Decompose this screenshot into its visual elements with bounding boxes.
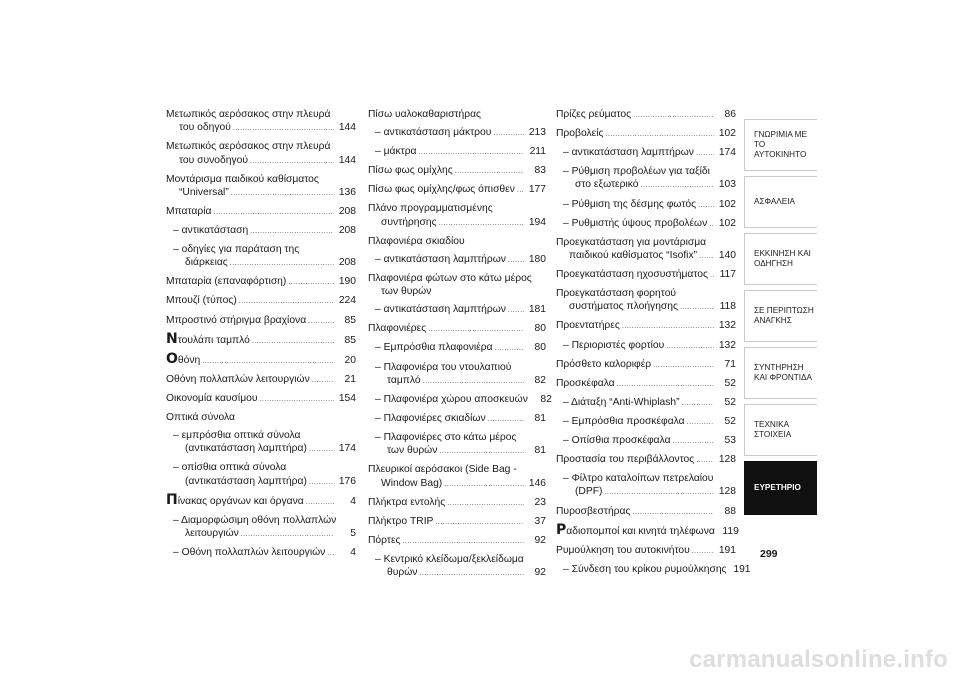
- page-ref: 174: [718, 147, 736, 159]
- index-entry-text: Μπροστινό στήριγμα βραχίονα: [166, 314, 307, 326]
- dot-leader: [231, 186, 334, 200]
- index-entry-text: Πυροσβεστήρας: [556, 505, 631, 517]
- chapter-tab-label: ΣΥΝΤΗΡΗΣΗ ΚΑΙ ΦΡΟΝΤΙΔΑ: [754, 363, 812, 382]
- dot-leader: [309, 475, 334, 489]
- dot-leader: [622, 319, 714, 333]
- index-entry: [368, 431, 546, 458]
- index-entry: [166, 275, 356, 289]
- index-entry-text: (αντικατάσταση λαμπτήρα): [185, 443, 307, 455]
- index-entry: [556, 236, 736, 263]
- index-entry: [368, 164, 546, 178]
- page-ref: 144: [338, 122, 356, 134]
- dot-leader: [699, 249, 714, 263]
- index-entry-text: Μπουζί (τύπος): [166, 295, 237, 307]
- index-entry: [166, 373, 356, 387]
- index-entry: [368, 108, 546, 121]
- page-ref: 80: [534, 342, 546, 354]
- dot-leader: [709, 217, 714, 231]
- index-entry-text: – αντικατάσταση λαμπτήρων: [375, 253, 506, 265]
- index-entry: [166, 173, 356, 200]
- dot-leader: [309, 442, 334, 456]
- dot-leader: [444, 477, 524, 491]
- page-ref: 20: [344, 354, 356, 366]
- dot-leader: [517, 183, 524, 197]
- index-entry-text: – Οθόνη πολλαπλών λειτουργιών: [173, 547, 326, 559]
- index-entry: [368, 272, 546, 298]
- dot-leader: [653, 358, 714, 372]
- index-entry: [556, 108, 736, 122]
- letter-heading: Ν: [166, 330, 178, 347]
- index-entry: [556, 339, 736, 353]
- index-entry-text: Μετωπικός αερόσακος στην πλευρά: [166, 109, 331, 120]
- index-entry-text: θυρών: [387, 567, 418, 579]
- index-entry: [166, 350, 356, 368]
- index-entry-text: Πλάνο προγραμματισμένης: [368, 203, 493, 215]
- page-ref: 81: [534, 412, 546, 424]
- index-entry: [556, 198, 736, 212]
- index-entry-text: Προεγκατάσταση ηχοσυστήματος: [556, 269, 708, 281]
- dot-leader: [419, 566, 524, 580]
- dot-leader: [241, 527, 334, 541]
- index-entry-text: – Οπίσθια προσκέφαλα: [563, 435, 671, 447]
- index-entry-text: – Κεντρικό κλείδωμα/ξεκλείδωμα: [375, 553, 524, 565]
- index-entry: [368, 393, 552, 407]
- page-ref: 140: [718, 249, 736, 261]
- index-entry: [368, 235, 546, 248]
- page-ref: 190: [338, 276, 356, 288]
- dot-leader: [455, 164, 524, 178]
- page-ref: 144: [338, 154, 356, 166]
- chapter-tab-label: ΣΕ ΠΕΡΙΠΤΩΣΗ ΑΝΑΓΚΗΣ: [754, 306, 814, 325]
- chapter-tabs: [744, 119, 817, 520]
- index-entry: [166, 429, 356, 456]
- dot-leader: [439, 216, 524, 230]
- page-ref: 146: [528, 477, 546, 489]
- index-entry: [556, 377, 736, 391]
- index-entry-text: Πλήκτρα εντολής: [368, 496, 446, 508]
- index-entry: [556, 396, 736, 410]
- index-entry-text: – Πλαφονιέρα χώρου αποσκευών: [375, 393, 528, 405]
- index-entry: [368, 253, 546, 267]
- page-ref: 191: [733, 563, 751, 575]
- index-entry-text: – Διάταξη “Anti-Whiplash”: [563, 396, 680, 408]
- index-entry-text: (DPF): [575, 486, 603, 498]
- index-entry: [368, 496, 546, 510]
- chapter-tab[interactable]: [744, 347, 817, 399]
- index-entry-text: – Περιοριστές φορτίου: [563, 339, 665, 351]
- page-ref: 92: [534, 567, 546, 579]
- index-entry: [556, 544, 736, 558]
- page-ref: 191: [718, 544, 736, 556]
- letter-heading: Ο: [166, 350, 178, 367]
- index-entry-text: – Πλαφονιέρες στο κάτω μέρος: [375, 432, 517, 444]
- dot-leader: [403, 534, 525, 548]
- page-ref: 208: [338, 205, 356, 217]
- index-entry: [166, 514, 356, 541]
- index-entry-text: Πίσω φως ομίχλης: [368, 165, 453, 177]
- page-ref: 52: [724, 396, 736, 408]
- index-entry: [556, 453, 736, 467]
- chapter-tab-label: ΕΥΡΕΤΗΡΙΟ: [754, 483, 801, 492]
- index-entry-text: του οδηγού: [179, 122, 231, 134]
- dot-leader: [666, 339, 714, 353]
- index-entry: [556, 165, 736, 192]
- chapter-tab-label: ΓΝΩΡΙΜΙΑ ΜΕ ΤΟ ΑΥΤΟΚΙΝΗΤΟ: [754, 130, 807, 159]
- page-ref: 128: [718, 486, 736, 498]
- dot-leader: [633, 108, 714, 122]
- index-entry: [166, 140, 356, 167]
- index-entry-text: των θυρών: [387, 445, 438, 457]
- index-entry-text: Ρυμούλκηση του αυτοκινήτου: [556, 544, 690, 556]
- index-entry-text: (αντικατάσταση λαμπτήρα): [185, 475, 307, 487]
- page-ref: 118: [719, 301, 736, 313]
- index-entry-text: του συνοδηγού: [179, 154, 248, 166]
- chapter-tab[interactable]: [744, 119, 817, 171]
- dot-leader: [423, 374, 524, 388]
- index-entry-text: Πλαφονιέρα φώτων στο κάτω μέρος: [368, 272, 532, 284]
- page-ref: 177: [528, 184, 546, 196]
- letter-heading: Ρ: [556, 521, 567, 538]
- dot-leader: [202, 354, 334, 368]
- dot-leader: [687, 415, 714, 429]
- index-entry-text: Προσκέφαλα: [556, 377, 615, 389]
- chapter-tab[interactable]: [744, 404, 817, 456]
- index-entry-text: Μοντάρισμα παιδικού καθίσματος: [166, 173, 319, 185]
- index-entry: [556, 415, 736, 429]
- page-ref: 136: [338, 186, 356, 198]
- index-column-3: [556, 108, 751, 582]
- index-entry: [368, 202, 546, 229]
- index-entry-text: – Ρύθμιση της δέσμης φωτός: [563, 198, 697, 210]
- page-ref: 132: [718, 339, 736, 351]
- index-entry: [556, 358, 736, 372]
- dot-leader: [682, 396, 714, 410]
- page-ref: 213: [528, 127, 546, 139]
- page-ref: 102: [718, 217, 736, 229]
- chapter-tab[interactable]: [744, 290, 817, 342]
- index-entry: [368, 515, 546, 529]
- index-entry-text: Οικονομία καυσίμου: [166, 392, 258, 404]
- page-ref: 208: [338, 224, 356, 236]
- page-ref: 80: [534, 323, 546, 335]
- dot-leader: [435, 515, 524, 529]
- index-entry: [368, 463, 546, 490]
- index-entry-text: – μάκτρα: [375, 146, 417, 158]
- index-entry-text: συστήματος πλοήγησης: [569, 301, 678, 313]
- index-entry-text: συντήρησης: [381, 216, 437, 228]
- index-entry: [166, 491, 356, 509]
- chapter-tab[interactable]: [744, 461, 817, 515]
- index-entry-text: Προβολείς: [556, 128, 604, 140]
- dot-leader: [632, 505, 714, 519]
- chapter-tab-label: ΑΣΦΑΛΕΙΑ: [754, 197, 795, 206]
- dot-leader: [692, 544, 714, 558]
- dot-leader: [312, 373, 334, 387]
- index-entry-text: Οθόνη: [166, 350, 201, 367]
- page-number: 299: [760, 548, 778, 560]
- page-ref: 181: [528, 304, 546, 316]
- index-entry: [166, 294, 356, 308]
- index-entry-text: – οπίσθια οπτικά σύνολα: [173, 462, 287, 474]
- index-entry: [166, 392, 356, 406]
- index-entry-text: – Εμπρόσθια προσκέφαλα: [563, 415, 685, 427]
- dot-leader: [213, 205, 334, 219]
- index-entry-text: Πίσω υαλοκαθαριστήρας: [368, 109, 482, 120]
- index-entry-text: διάρκειας: [185, 257, 228, 269]
- index-entry: [368, 534, 546, 548]
- index-entry-text: – Φίλτρο καταλοίπων πετρελαίου: [563, 473, 714, 485]
- dot-leader: [696, 453, 714, 467]
- index-entry-text: Πλευρικοί αερόσακοι (Side Bag -: [368, 464, 517, 476]
- index-entry-text: – αντικατάσταση λαμπτήρων: [563, 147, 694, 159]
- page-ref: 174: [338, 443, 356, 455]
- dot-leader: [696, 146, 714, 160]
- dot-leader: [617, 377, 714, 391]
- index-entry: [166, 108, 356, 135]
- page-ref: 4: [350, 547, 356, 559]
- index-entry: [556, 563, 751, 577]
- dot-leader: [447, 496, 524, 510]
- index-entry: [556, 268, 736, 282]
- index-entry-text: – αντικατάσταση λαμπτήρων: [375, 304, 506, 316]
- page-ref: 52: [724, 377, 736, 389]
- dot-leader: [605, 127, 714, 141]
- dot-leader: [488, 412, 524, 426]
- index-entry-text: – Ρυθμιστής ύψους προβολέων: [563, 217, 708, 229]
- index-entry-text: Πλαφονιέρες: [368, 323, 427, 335]
- index-entry: [368, 145, 546, 159]
- dot-leader: [252, 334, 334, 348]
- index-entry-text: Window Bag): [381, 477, 443, 489]
- page-ref: 52: [724, 415, 736, 427]
- dot-leader: [239, 294, 334, 308]
- dot-leader: [327, 546, 334, 560]
- dot-leader: [308, 314, 334, 328]
- page-ref: 180: [528, 253, 546, 265]
- index-entry: [556, 472, 736, 499]
- page-ref: 37: [534, 515, 546, 527]
- letter-heading: Π: [166, 491, 178, 508]
- dot-leader: [641, 178, 714, 192]
- page-ref: 23: [534, 496, 546, 508]
- page-ref: 71: [724, 358, 736, 370]
- index-entry-text: Προεγκατάσταση φορητού: [556, 288, 677, 300]
- index-entry: [166, 224, 356, 238]
- index-entry: [556, 434, 736, 448]
- page-ref: 88: [724, 505, 736, 517]
- index-entry-text: – Διαμορφώσιμη οθόνη πολλαπλών: [173, 514, 337, 526]
- index-entry-text: “Universal”: [179, 186, 229, 198]
- page-ref: 103: [718, 179, 736, 191]
- page-ref: 154: [338, 392, 356, 404]
- index-entry-text: Μπαταρία: [166, 205, 212, 217]
- index-entry: [556, 287, 736, 314]
- chapter-tab[interactable]: [744, 176, 817, 228]
- page-ref: 92: [534, 534, 546, 546]
- chapter-tab[interactable]: [744, 233, 817, 285]
- index-entry-text: στο εξωτερικό: [575, 179, 639, 191]
- index-entry-text: Μπαταρία (επαναφόρτιση): [166, 276, 287, 288]
- dot-leader: [495, 341, 524, 355]
- index-entry: [368, 183, 546, 197]
- index-entry-text: Πίσω φως ομίχλης/φως όπισθεν: [368, 184, 515, 196]
- page-ref: 224: [338, 295, 356, 307]
- index-entry: [368, 303, 546, 317]
- index-entry-text: Πρίζες ρεύματος: [556, 109, 632, 120]
- index-entry-text: Οπτικά σύνολα: [166, 412, 235, 424]
- page-ref: 82: [534, 374, 546, 386]
- dot-leader: [439, 444, 524, 458]
- index-entry-text: Πίνακας οργάνων και όργανα: [166, 491, 304, 508]
- page-ref: 128: [718, 454, 736, 466]
- index-entry: [556, 505, 736, 519]
- dot-leader: [419, 145, 525, 159]
- index-entry-text: – Πλαφονιέρες σκιαδίων: [375, 412, 486, 424]
- index-entry: [556, 521, 739, 539]
- dot-leader: [250, 224, 334, 238]
- index-entry-text: Ραδιοπομποί και κινητά τηλέφωνα: [556, 521, 715, 538]
- page-ref: 117: [719, 269, 736, 281]
- index-entry-text: – Εμπρόσθια πλαφονιέρα: [375, 342, 493, 354]
- page-ref: 102: [718, 198, 736, 210]
- page-ref: 85: [344, 314, 356, 326]
- index-entry-text: Προεντατήρες: [556, 320, 620, 332]
- page-ref: 82: [540, 393, 552, 405]
- index-entry-text: – Ρύθμιση προβολέων για ταξίδι: [563, 166, 710, 178]
- dot-leader: [508, 303, 524, 317]
- index-entry: [166, 411, 356, 424]
- dot-leader: [493, 126, 524, 140]
- index-entry: [166, 205, 356, 219]
- dot-leader: [288, 275, 334, 289]
- index-entry: [368, 412, 546, 426]
- page-ref: 119: [722, 525, 739, 537]
- dot-leader: [230, 256, 334, 270]
- page-ref: 86: [724, 109, 736, 120]
- dot-leader: [508, 253, 524, 267]
- index-entry: [556, 217, 736, 231]
- page-ref: 21: [344, 373, 356, 385]
- dot-leader: [233, 121, 334, 135]
- page-ref: 85: [344, 334, 356, 346]
- index-column-1: [166, 108, 356, 565]
- index-entry: [166, 314, 356, 328]
- index-entry-text: Προεγκατάσταση για μοντάρισμα: [556, 236, 707, 248]
- chapter-tab-label: ΤΕΧΝΙΚΑ ΣΤΟΙΧΕΙΑ: [754, 420, 792, 439]
- dot-leader: [698, 198, 714, 212]
- index-entry-text: – αντικατάσταση: [173, 224, 249, 236]
- index-entry-text: Ντουλάπι ταμπλό: [166, 330, 250, 347]
- index-entry: [368, 341, 546, 355]
- index-entry: [166, 243, 356, 270]
- index-entry-text: Οθόνη πολλαπλών λειτουργιών: [166, 373, 310, 385]
- index-entry-text: Πρόσθετο καλοριφέρ: [556, 358, 652, 370]
- index-entry-text: Πλήκτρο TRIP: [368, 515, 434, 527]
- page-ref: 81: [534, 445, 546, 457]
- dot-leader: [680, 300, 714, 314]
- dot-leader: [710, 268, 714, 282]
- page-ref: 4: [350, 495, 356, 507]
- index-entry-text: Πόρτες: [368, 534, 401, 546]
- index-entry-text: – Σύνδεση του κρίκου ρυμούλκησης: [563, 563, 727, 575]
- page-ref: 132: [718, 320, 736, 332]
- page-ref: 208: [338, 257, 356, 269]
- page-ref: 83: [534, 165, 546, 177]
- index-entry: [368, 126, 546, 140]
- index-entry: [368, 553, 546, 580]
- dot-leader: [673, 434, 714, 448]
- page-ref: 102: [718, 128, 736, 140]
- index-entry: [368, 361, 546, 388]
- index-entry-text: ταμπλό: [387, 374, 421, 386]
- page-ref: 194: [528, 216, 546, 228]
- index-entry: [166, 330, 356, 348]
- page-ref: 176: [338, 475, 356, 487]
- index-entry-text: – οδηγίες για παράταση της: [173, 244, 300, 256]
- index-entry-text: παιδικού καθίσματος “Isofix”: [569, 249, 698, 261]
- index-entry: [556, 319, 736, 333]
- dot-leader: [604, 485, 714, 499]
- index-entry-text: – αντικατάσταση μάκτρου: [375, 127, 492, 139]
- index-entry-text: Μετωπικός αερόσακος στην πλευρά: [166, 141, 331, 153]
- dot-leader: [250, 154, 334, 168]
- index-entry: [556, 127, 736, 141]
- index-entry: [556, 146, 736, 160]
- index-entry-text: των θυρών: [381, 286, 432, 298]
- index-entry: [368, 322, 546, 336]
- index-entry-text: – Πλαφονιέρα του ντουλαπιού: [375, 361, 512, 373]
- watermark: carmanualsonline.info: [689, 646, 948, 673]
- index-entry-text: Πλαφονιέρα σκιαδίου: [368, 235, 465, 247]
- dot-leader: [260, 392, 335, 406]
- index-entry-text: λειτουργιών: [185, 528, 239, 540]
- dot-leader: [428, 322, 524, 336]
- page-ref: 5: [350, 528, 356, 540]
- index-entry-text: Προστασία του περιβάλλοντος: [556, 454, 695, 466]
- chapter-tab-label: ΕΚΚΙΝΗΣΗ ΚΑΙ ΟΔΗΓΗΣΗ: [754, 249, 811, 268]
- page-ref: 211: [529, 146, 546, 158]
- index-column-2: [368, 108, 552, 585]
- dot-leader: [306, 495, 334, 509]
- index-entry: [166, 546, 356, 560]
- index-entry-text: – εμπρόσθια οπτικά σύνολα: [173, 430, 301, 442]
- page-ref: 53: [724, 435, 736, 447]
- index-entry: [166, 461, 356, 488]
